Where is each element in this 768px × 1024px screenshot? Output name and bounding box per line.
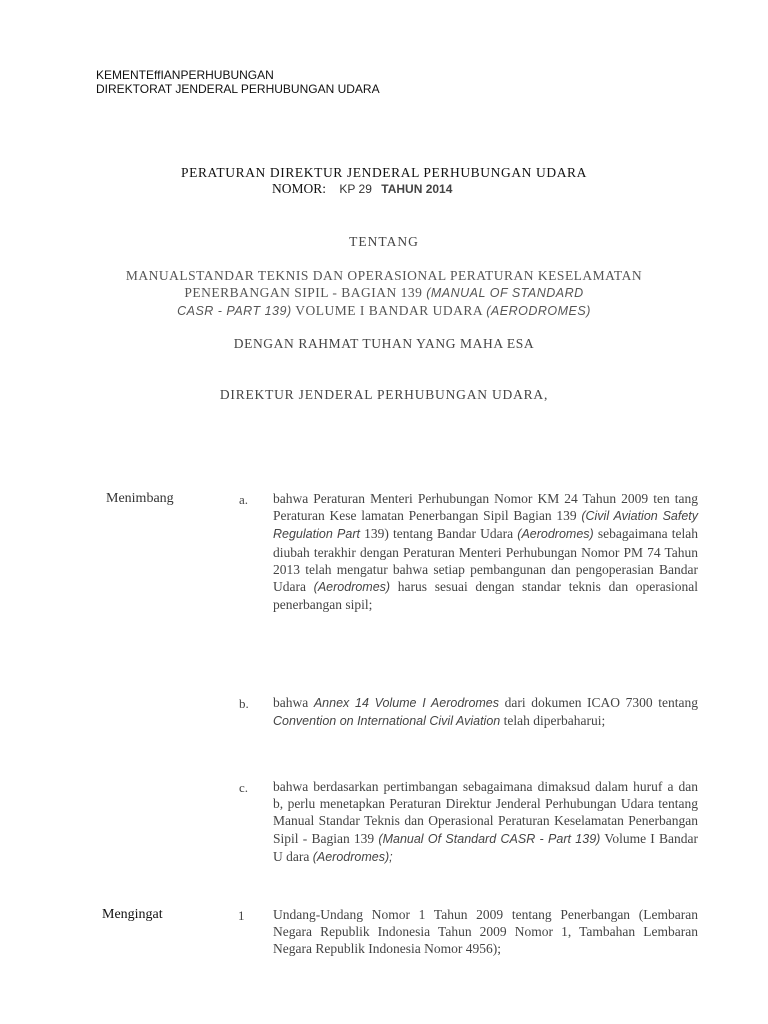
ministry-name: KEMENTEffIANPERHUBUNGAN [96,68,274,82]
clause-b-marker: b. [239,696,249,711]
document-header [96,68,380,96]
mengingat-item-1: Undang-Undang Nomor 1 Tahun 2009 tentang Penerbangan (Lembaran Negara Republik Indonesia Tahun 2009 Nomor 1, Tambahan Lembaran Negara Republik Indonesia Nomor 4956); [273,907,698,957]
clause-c-marker: c. [239,780,249,795]
subject-line-3: CASR - PART 139) VOLUME I BANDAR UDARA (AERODROMES) [177,303,591,318]
nomor-label: NOMOR: [272,181,327,196]
issuing-authority: DIREKTUR JENDERAL PERHUBUNGAN UDARA, [219,387,549,402]
clause-a-text: bahwa Peraturan Menteri Perhubungan Nomor KM 24 Tahun 2009 ten tang Peraturan Kese lamatan Penerbangan Sipil Bagian 139 (Civil Aviation Safety Regulation Part 139) tentang Bandar Udara (Aerodromes) sebagaimana telah diubah terakhir dengan Peraturan Menteri Perhubungan Nomor PM 74 Tahun 2013 telah mengatur bahwa setiap pembangunan dan pengoperasian Bandar Udara (Aerodromes) harus sesuai dengan standar teknis dan operasional penerbangan sipil; [273,491,699,613]
clause-b-text: bahwa Annex 14 Volume I Aerodromes dari dokumen ICAO 7300 tentang Convention on International Civil Aviation telah diperbaharui; [273,695,699,729]
regulation-subject [0,267,768,320]
menimbang-label: Menimbang [106,491,174,506]
regulation-title: PERATURAN DIREKTUR JENDERAL PERHUBUNGAN UDARA [180,165,587,180]
clause-c-text: bahwa berdasarkan pertimbangan sebagaimana dimaksud dalam huruf a dan b, perlu menetapkan Peraturan Direktur Jenderal Perhubungan Udara tentang Manual Standar Teknis dan Operasional Peraturan Keselamatan Penerbangan Sipil - Bagian 139 (Manual Of Standard CASR - Part 139) Volume I Bandar U dara (Aerodromes); [273,779,699,864]
clause-a-marker: a. [239,492,249,507]
nomor-value: KP 29 [339,182,372,196]
invocation: DENGAN RAHMAT TUHAN YANG MAHA ESA [233,336,535,351]
tentang-heading: TENTANG [349,234,419,249]
nomor-year: TAHUN 2014 [381,182,453,196]
mengingat-label: Mengingat [102,907,163,922]
subject-line-2: PENERBANGAN SIPIL - BAGIAN 139 (MANUAL OF STANDARD [184,285,584,300]
regulation-number [272,181,452,197]
mengingat-marker: 1 [238,908,245,923]
subject-line-1: MANUALSTANDAR TEKNIS DAN OPERASIONAL PERATURAN KESELAMATAN [125,268,643,283]
directorate-name: DIREKTORAT JENDERAL PERHUBUNGAN UDARA [96,82,380,96]
